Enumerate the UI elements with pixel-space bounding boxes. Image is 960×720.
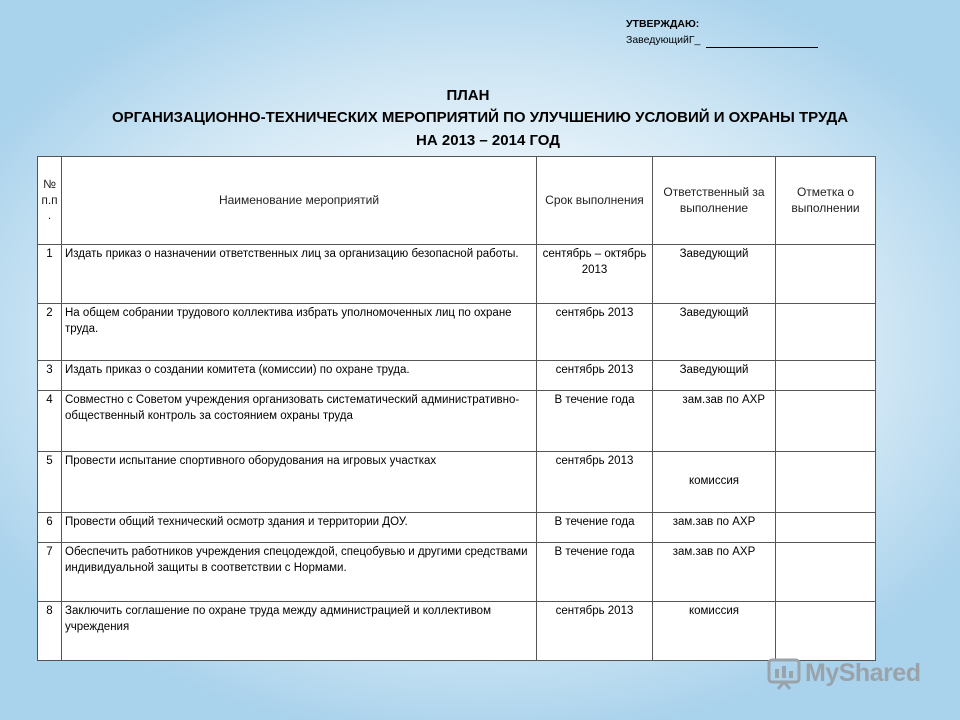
row-term: сентябрь 2013: [537, 361, 653, 391]
table-row: [38, 513, 876, 543]
row-responsible: зам.зав по АХР: [653, 543, 776, 602]
row-num: 1: [38, 245, 62, 304]
row-name: Издать приказ о создании комитета (комиссии) по охране труда.: [62, 361, 537, 391]
table-row: [38, 391, 876, 452]
row-mark: [776, 543, 876, 602]
doc-period: НА 2013 – 2014 ГОД: [416, 132, 560, 149]
table-row: [38, 602, 876, 661]
approval-line: [626, 32, 818, 48]
table-header-row: [38, 157, 876, 245]
presentation-icon: [767, 656, 801, 690]
row-responsible: Заведующий: [653, 304, 776, 361]
doc-subtitle: ОРГАНИЗАЦИОННО-ТЕХНИЧЕСКИХ МЕРОПРИЯТИЙ ПО УЛУЧШЕНИЮ УСЛОВИЙ И ОХРАНЫ ТРУДА: [111, 109, 849, 126]
row-mark: [776, 513, 876, 543]
row-num: 3: [38, 361, 62, 391]
row-num: 4: [38, 391, 62, 452]
header-responsible: Ответственный за выполнение: [653, 157, 776, 245]
header-mark: Отметка о выполнении: [776, 157, 876, 245]
row-responsible: зам.зав по АХР: [653, 513, 776, 543]
header-name: Наименование мероприятий: [62, 157, 537, 245]
row-name: Совместно с Советом учреждения организовать систематический административно-общественный контроль за состоянием охраны труда: [62, 391, 537, 452]
row-mark: [776, 361, 876, 391]
row-responsible: Заведующий: [653, 245, 776, 304]
doc-title: ПЛАН: [446, 87, 490, 104]
approval-title: УТВЕРЖДАЮ:: [626, 18, 700, 30]
header-term: Срок выполнения: [537, 157, 653, 245]
row-num: 6: [38, 513, 62, 543]
row-responsible: зам.зав по АХР: [653, 391, 776, 452]
row-responsible: Заведующий: [653, 361, 776, 391]
row-term: сентябрь 2013: [537, 602, 653, 661]
table-row: [38, 361, 876, 391]
table-row: [38, 304, 876, 361]
row-mark: [776, 391, 876, 452]
row-num: 7: [38, 543, 62, 602]
row-mark: [776, 304, 876, 361]
row-mark: [776, 452, 876, 513]
row-term: В течение года: [537, 391, 653, 452]
row-name: Заключить соглашение по охране труда между администрацией и коллективом учреждения: [62, 602, 537, 661]
row-term: сентябрь – октябрь 2013: [537, 245, 653, 304]
table-row: [38, 452, 876, 513]
row-name: Издать приказ о назначении ответственных лиц за организацию безопасной работы.: [62, 245, 537, 304]
row-num: 5: [38, 452, 62, 513]
table-row: [38, 543, 876, 602]
row-name: На общем собрании трудового коллектива избрать уполномоченных лиц по охране труда.: [62, 304, 537, 361]
approval-position: ЗаведующийГ_: [626, 34, 701, 46]
row-name: Обеспечить работников учреждения спецодеждой, спецобувью и другими средствами индивидуальной защиты в соответствии с Нормами.: [62, 543, 537, 602]
plan-table: [37, 156, 876, 661]
row-name: Провести испытание спортивного оборудования на игровых участках: [62, 452, 537, 513]
row-mark: [776, 602, 876, 661]
row-num: 2: [38, 304, 62, 361]
signature-line: [706, 36, 818, 48]
row-responsible: комиссия: [653, 602, 776, 661]
watermark-text: MyShared: [805, 658, 921, 687]
myshared-logo: [767, 656, 920, 690]
row-term: сентябрь 2013: [537, 452, 653, 513]
header-num: № п.п .: [38, 157, 62, 245]
row-term: В течение года: [537, 543, 653, 602]
row-term: В течение года: [537, 513, 653, 543]
row-responsible: комиссия: [653, 452, 776, 513]
table-row: [38, 245, 876, 304]
row-term: сентябрь 2013: [537, 304, 653, 361]
row-name: Провести общий технический осмотр здания и территории ДОУ.: [62, 513, 537, 543]
approval-block: [626, 16, 818, 48]
row-num: 8: [38, 602, 62, 661]
row-mark: [776, 245, 876, 304]
